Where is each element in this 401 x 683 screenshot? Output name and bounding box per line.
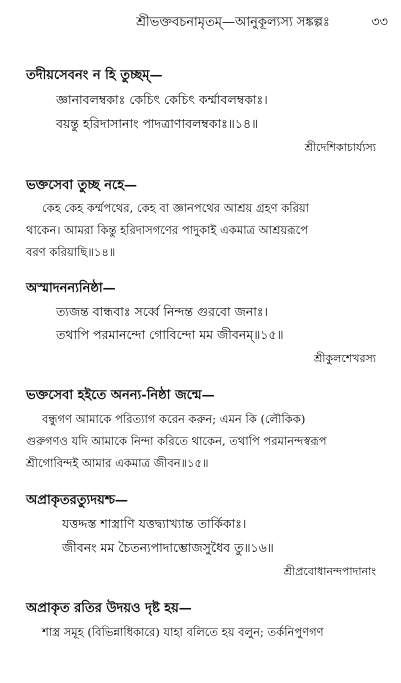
prose-line: থাকেন। আমরা কিন্তু হরিদাসগণের পাদুকাই একমাত্র আশ্রয়রূপে [26,223,309,237]
prose-line: বন্ধুগণ আমাকে পরিত্যাগ করেন করুন; এমন কি (লৌকিক) [42,412,306,426]
running-head: শ্রীভক্তবচনামৃতম্—আনুকূল্যস্য সঙ্কল্পঃ [136,15,330,30]
verse-line: ত্যজন্ত বান্ধবাঃ সর্ব্বে নিন্দন্ত গুরবো জনাঃ। [56,304,268,319]
prose-line: শাস্ত্র সমূহ (বিভিন্নাধিকারে) যাহা বলিতে হয় বলুন; তর্কনিপুণগণ [42,625,324,639]
prose-line: বরণ করিয়াছি॥১৪॥ [26,245,116,259]
verse-line: যত্তদ্দস্ত শাস্ত্রাণি যত্তদ্ব্যাখ্যান্ত তার্কিকাঃ। [62,516,247,531]
prose-line: গুরুগণও যদি আমাকে নিন্দা করিতে থাকেন, তথাপি পরমানন্দস্বরূপ [26,434,327,448]
section-heading: তদীয়সেবনং ন হি তুচ্ছম্— [26,68,163,83]
verse-attribution: শ্রীপ্রবোধানন্দপাদানাং [283,565,376,578]
verse-line: জীবনং মম চৈতন্যপাদাম্ভোজসুধৈব তু॥১৬॥ [62,540,274,555]
verse-line: জ্ঞানাবলম্বকাঃ কেচিৎ কেচিৎ কর্ম্মাবলম্বকাঃ। [56,92,268,107]
section-heading: অপ্রাকৃত রতির উদয়ও দৃষ্ট হয়— [26,601,192,616]
verse-line: তথাপি পরমানন্দো গোবিন্দো মম জীবনম্॥১৫॥ [56,327,284,342]
verse-attribution: শ্রীদেশিকাচার্য্যস্য [304,141,376,154]
section-heading: ভক্তসেবা হইতে অনন্য-নিষ্ঠা জন্মে— [26,388,215,403]
verse-attribution: শ্রীকুলশেখরস্য [314,352,376,365]
section-heading: ভক্তসেবা তুচ্ছ নহে— [26,178,138,193]
prose-line: কেহ কেহ কর্ম্মপথের, কেহ বা জ্ঞানপথের আশ্রয় গ্রহণ করিয়া [42,201,310,215]
section-heading: অপ্রাকৃতরত্যুদয়শ্চ— [26,493,129,508]
verse-line: বয়ন্তু হরিদাসানাং পাদত্রাণাবলম্বকাঃ॥১৪॥ [56,116,259,131]
page-number: ৩৩ [371,15,388,30]
section-heading: অস্মাদনন্যনিষ্ঠা— [26,281,116,296]
prose-line: শ্রীগোবিন্দই আমার একমাত্র জীবন॥১৫॥ [26,456,209,470]
